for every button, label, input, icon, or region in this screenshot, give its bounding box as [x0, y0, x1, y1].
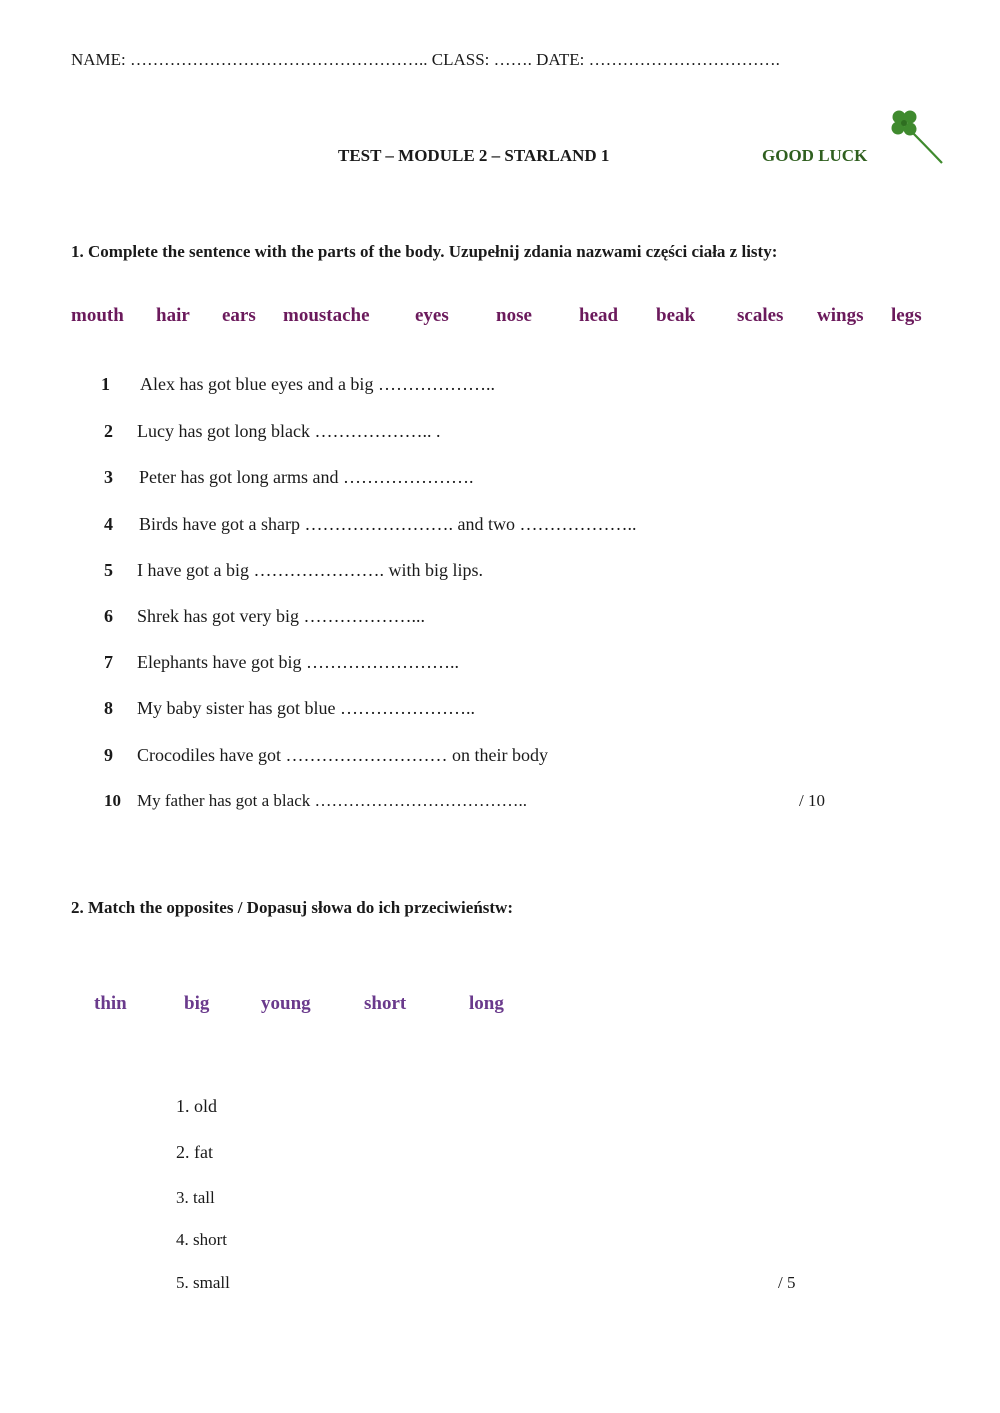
sentence-number: 2: [104, 421, 113, 441]
word-bank-item: young: [261, 993, 311, 1014]
sentence-text: Lucy has got long black ……………….. .: [137, 421, 441, 441]
good-luck-text: GOOD LUCK: [762, 146, 868, 165]
sentence-number: 6: [104, 606, 113, 626]
list-item: 4. short: [176, 1230, 227, 1249]
sentence-text: I have got a big …………………. with big lips.: [137, 560, 483, 580]
sentence-number: 3: [104, 467, 113, 487]
exercise-1-instruction: 1. Complete the sentence with the parts of the body. Uzupełnij zdania nazwami części ciała z listy:: [71, 242, 778, 261]
word-bank-item: thin: [94, 993, 127, 1014]
list-item: 5. small: [176, 1273, 230, 1292]
page-title: TEST – MODULE 2 – STARLAND 1: [338, 146, 610, 165]
word-bank-item: short: [364, 993, 407, 1014]
word-bank-item: ears: [222, 305, 256, 326]
exercise-2-instruction: 2. Match the opposites / Dopasuj słowa do ich przeciwieństw:: [71, 898, 513, 917]
sentence-number: 5: [104, 560, 113, 580]
word-bank-item: scales: [737, 305, 784, 326]
word-bank-item: legs: [891, 305, 922, 326]
word-bank-item: wings: [817, 305, 864, 326]
list-item: 1. old: [176, 1096, 218, 1116]
sentence-text: My father has got a black ………………………………..: [137, 791, 527, 810]
word-bank-item: head: [579, 305, 619, 326]
sentence-text: Peter has got long arms and ………………….: [139, 467, 474, 487]
sentence-number: 4: [104, 514, 113, 534]
word-bank-item: nose: [496, 305, 532, 326]
student-info-line: NAME: …………………………………………….. CLASS: ……. DATE: …………………………….: [71, 50, 780, 69]
sentence-number: 10: [104, 791, 121, 810]
word-bank-item: beak: [656, 305, 696, 326]
word-bank-item: eyes: [415, 305, 449, 326]
sentence-number: 8: [104, 698, 113, 718]
sentence-text: Birds have got a sharp ……………………. and two ………………..: [139, 514, 637, 534]
word-bank-item: long: [469, 993, 504, 1014]
sentence-number: 1: [101, 374, 110, 394]
list-item: 2. fat: [176, 1142, 213, 1162]
word-bank-item: big: [184, 993, 210, 1014]
sentence-text: Alex has got blue eyes and a big ………………..: [140, 374, 495, 394]
exercise-2-score: / 5: [778, 1273, 796, 1292]
sentence-number: 9: [104, 745, 113, 765]
exercise-1-score: / 10: [799, 791, 825, 810]
word-bank-item: mouth: [71, 305, 124, 326]
sentence-number: 7: [104, 652, 113, 672]
sentence-text: Shrek has got very big ………………...: [137, 606, 425, 626]
list-item: 3. tall: [176, 1188, 215, 1207]
sentence-text: Elephants have got big ……………………..: [137, 652, 459, 672]
word-bank-item: hair: [156, 305, 190, 326]
sentence-text: Crocodiles have got ……………………… on their body: [137, 745, 548, 765]
sentence-text: My baby sister has got blue …………………..: [137, 698, 475, 718]
four-leaf-clover-icon: [885, 105, 947, 167]
word-bank-item: moustache: [283, 305, 370, 326]
